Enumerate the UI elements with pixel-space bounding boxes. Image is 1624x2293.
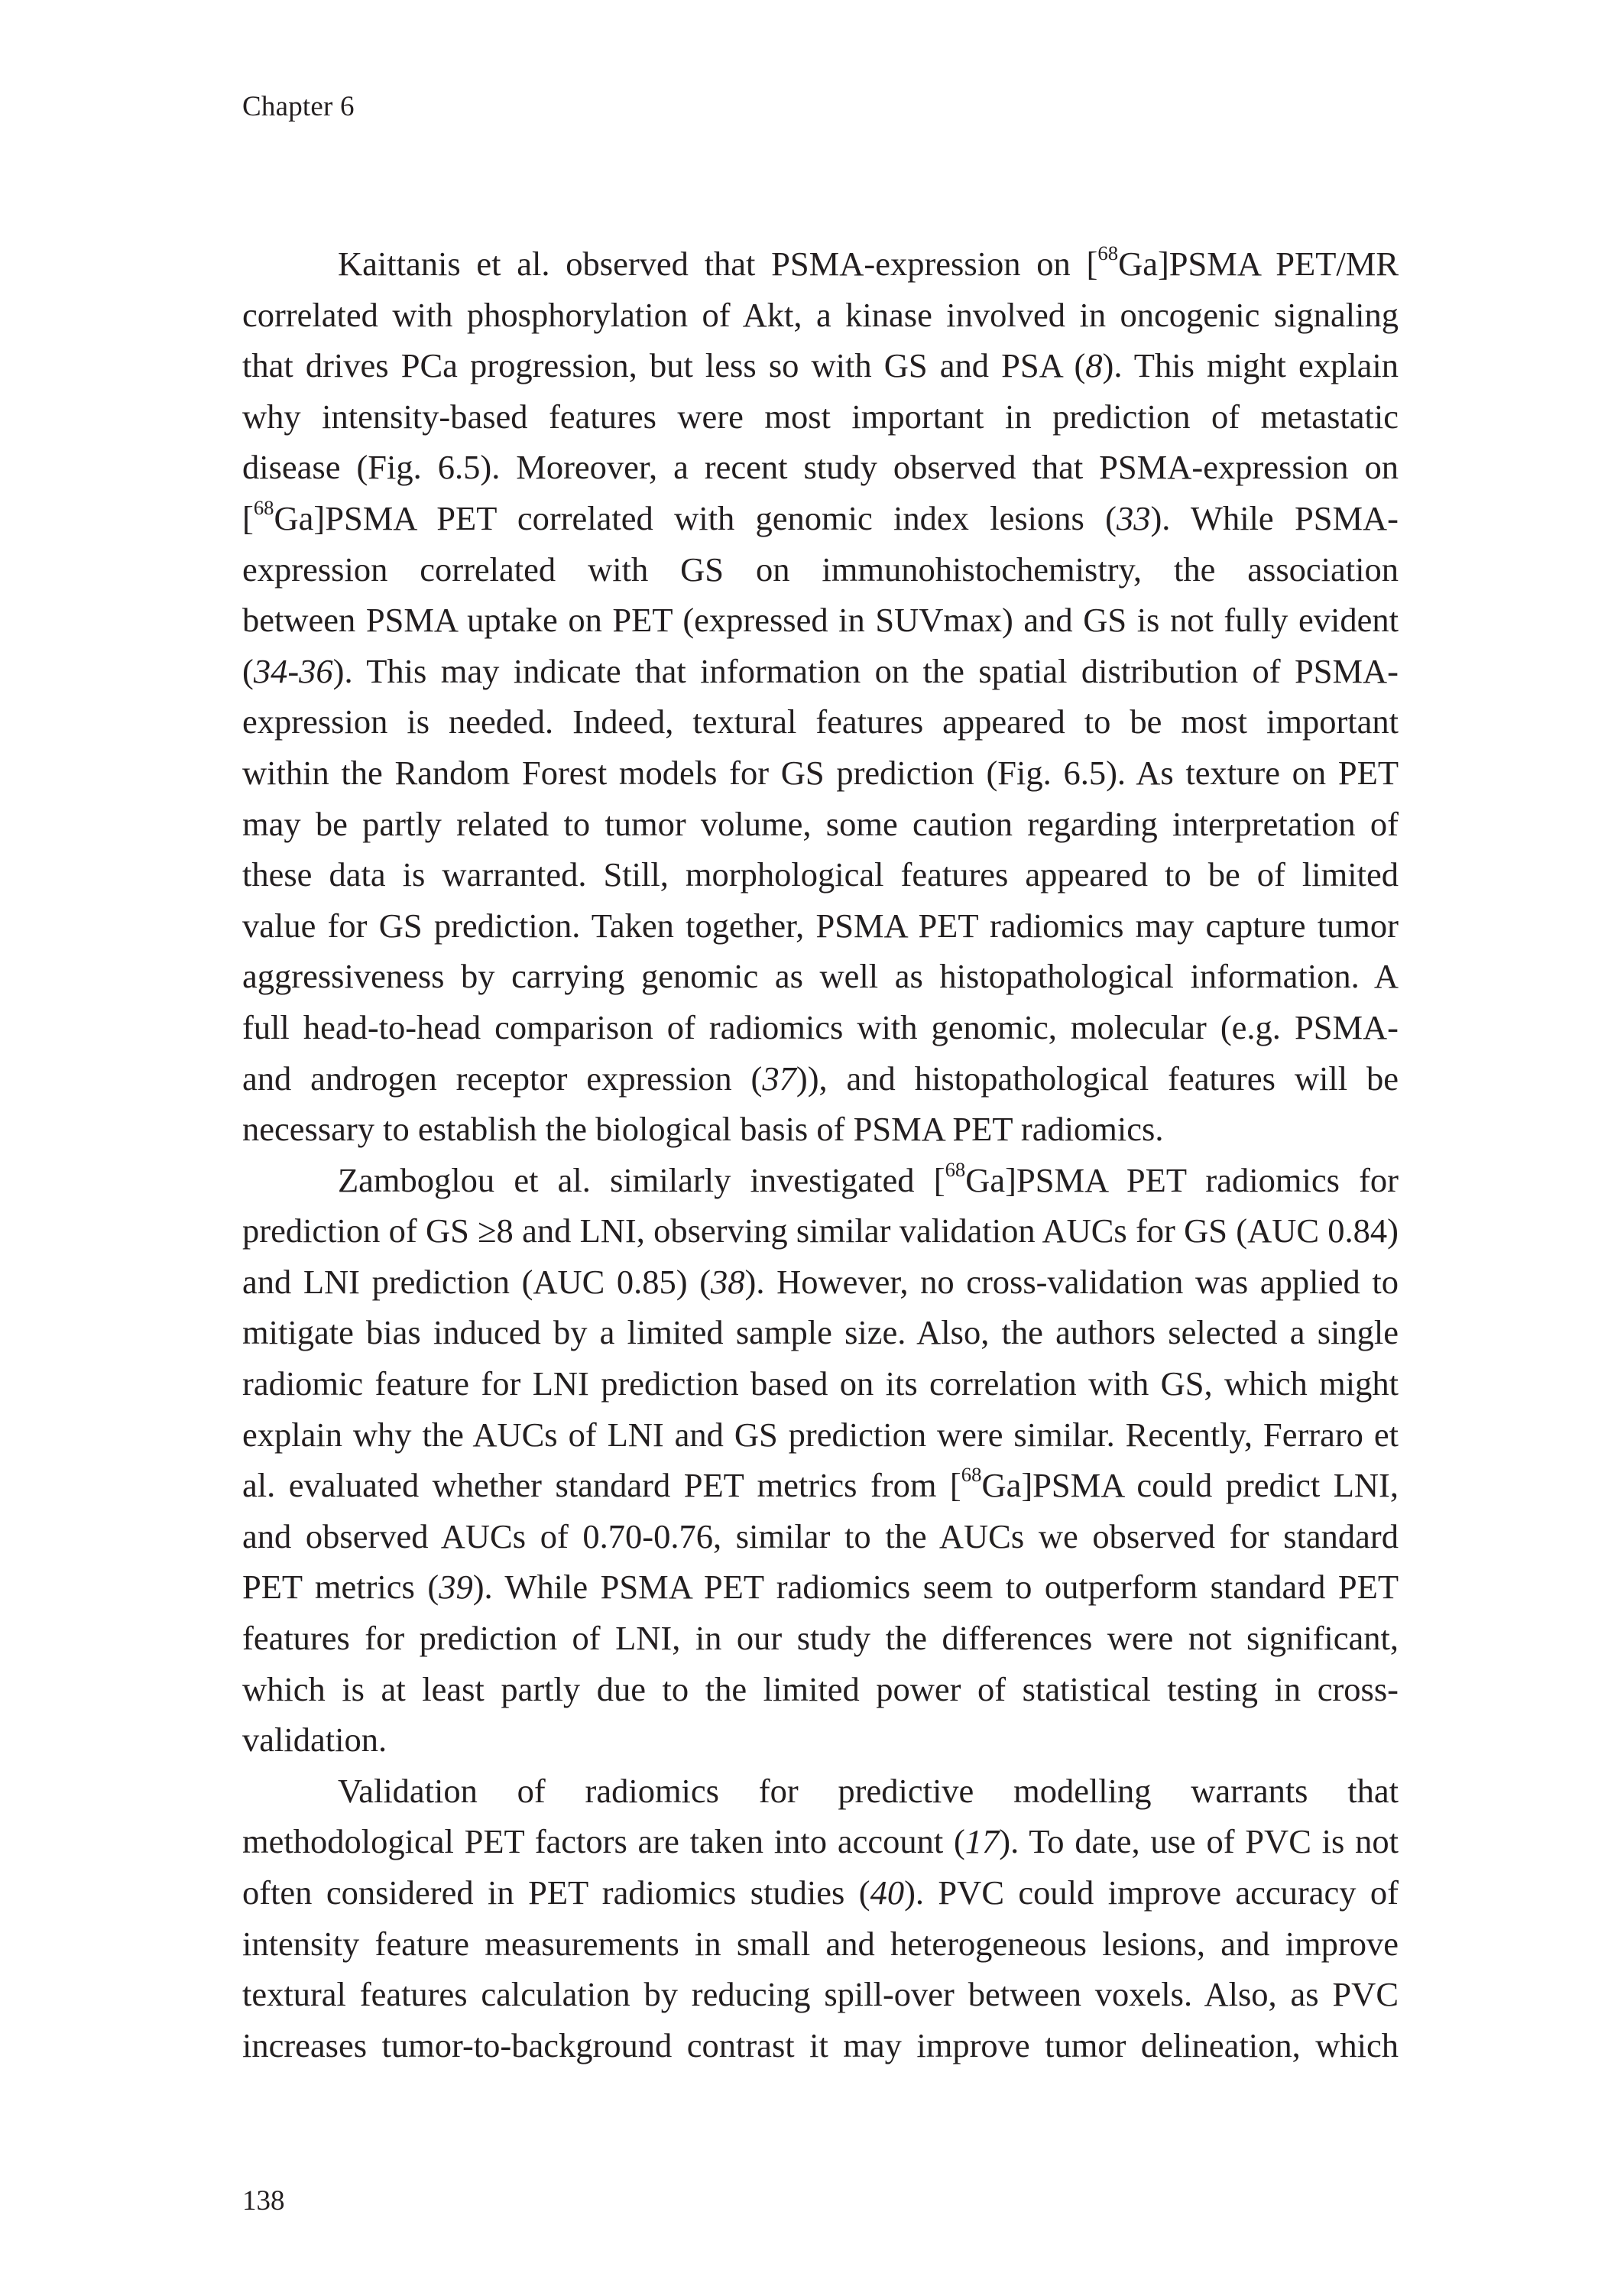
text-line: these data is warranted. Still, morphological features appeared to be of limited: [242, 855, 1399, 894]
text-line: (34-36). This may indicate that information on the spatial distribution of PSMA-: [242, 651, 1399, 690]
paragraph: [242, 238, 1399, 1155]
text-line: and observed AUCs of 0.70-0.76, similar to the AUCs we observed for standard: [242, 1516, 1399, 1555]
text-line: full head-to-head comparison of radiomics with genomic, molecular (e.g. PSMA-: [242, 1007, 1399, 1046]
text-line: necessary to establish the biological basis of PSMA PET radiomics.: [242, 1110, 1164, 1149]
text-line: features for prediction of LNI, in our study the differences were not significant,: [242, 1619, 1399, 1658]
text-line: expression is needed. Indeed, textural features appeared to be most important: [242, 702, 1399, 741]
text-line: intensity feature measurements in small and heterogeneous lesions, and improve: [242, 1924, 1399, 1963]
text-line: Validation of radiomics for predictive modelling warrants that: [338, 1771, 1399, 1810]
paragraph: [242, 1155, 1399, 1766]
text-line: [$^{68}$Ga]PSMA PET correlated with genomic index lesions (33). While PSMA-: [242, 495, 1399, 537]
text-line: al. evaluated whether standard PET metrics from [$^{68}$Ga]PSMA could predict LNI,: [242, 1463, 1399, 1505]
text-line: aggressiveness by carrying genomic as well as histopathological information. A: [242, 957, 1399, 996]
text-line: which is at least partly due to the limited power of statistical testing in cross-: [242, 1669, 1399, 1708]
text-line: and LNI prediction (AUC 0.85) (38). However, no cross-validation was applied to: [242, 1262, 1399, 1301]
text-line: value for GS prediction. Taken together, PSMA PET radiomics may capture tumor: [242, 906, 1399, 945]
text-line: increases tumor-to-background contrast it may improve tumor delineation, which: [242, 2025, 1399, 2064]
text-line: within the Random Forest models for GS prediction (Fig. 6.5). As texture on PET: [242, 753, 1399, 792]
text-line: expression correlated with GS on immunohistochemistry, the association: [242, 550, 1399, 589]
text-line: mitigate bias induced by a limited sample size. Also, the authors selected a single: [242, 1313, 1399, 1352]
text-line: correlated with phosphorylation of Akt, a kinase involved in oncogenic signaling: [242, 295, 1399, 334]
text-line: why intensity-based features were most important in prediction of metastatic: [242, 397, 1399, 436]
text-line: may be partly related to tumor volume, some caution regarding interpretation of: [242, 804, 1399, 843]
text-line: often considered in PET radiomics studies (40). PVC could improve accuracy of: [242, 1873, 1399, 1912]
text-line: textural features calculation by reducing spill-over between voxels. Also, as PVC: [242, 1975, 1399, 2014]
text-line: prediction of GS ≥8 and LNI, observing similar validation AUCs for GS (AUC 0.84): [242, 1211, 1399, 1250]
paragraph: [242, 1766, 1399, 2071]
text-line: Kaittanis et al. observed that PSMA-expression on [$^{68}$Ga]PSMA PET/MR: [338, 241, 1399, 283]
text-line: disease (Fig. 6.5). Moreover, a recent study observed that PSMA-expression on: [242, 448, 1399, 487]
text-line: between PSMA uptake on PET (expressed in SUVmax) and GS is not fully evident: [242, 601, 1399, 640]
text-line: and androgen receptor expression (37)), and histopathological features will be: [242, 1059, 1399, 1098]
text-line: radiomic feature for LNI prediction based on its correlation with GS, which might: [242, 1364, 1399, 1403]
text-line: methodological PET factors are taken into account (17). To date, use of PVC is not: [242, 1822, 1399, 1861]
running-header: Chapter 6: [242, 91, 355, 122]
text-line: Zamboglou et al. similarly investigated [$^{68}$Ga]PSMA PET radiomics for: [338, 1157, 1399, 1199]
page-number: 138: [242, 2185, 285, 2217]
text-line: PET metrics (39). While PSMA PET radiomics seem to outperform standard PET: [242, 1568, 1399, 1607]
body-text: [242, 238, 1399, 2071]
text-line: that drives PCa progression, but less so with GS and PSA (8). This might explain: [242, 346, 1399, 385]
text-line: validation.: [242, 1721, 387, 1759]
text-line: explain why the AUCs of LNI and GS prediction were similar. Recently, Ferraro et: [242, 1415, 1399, 1454]
